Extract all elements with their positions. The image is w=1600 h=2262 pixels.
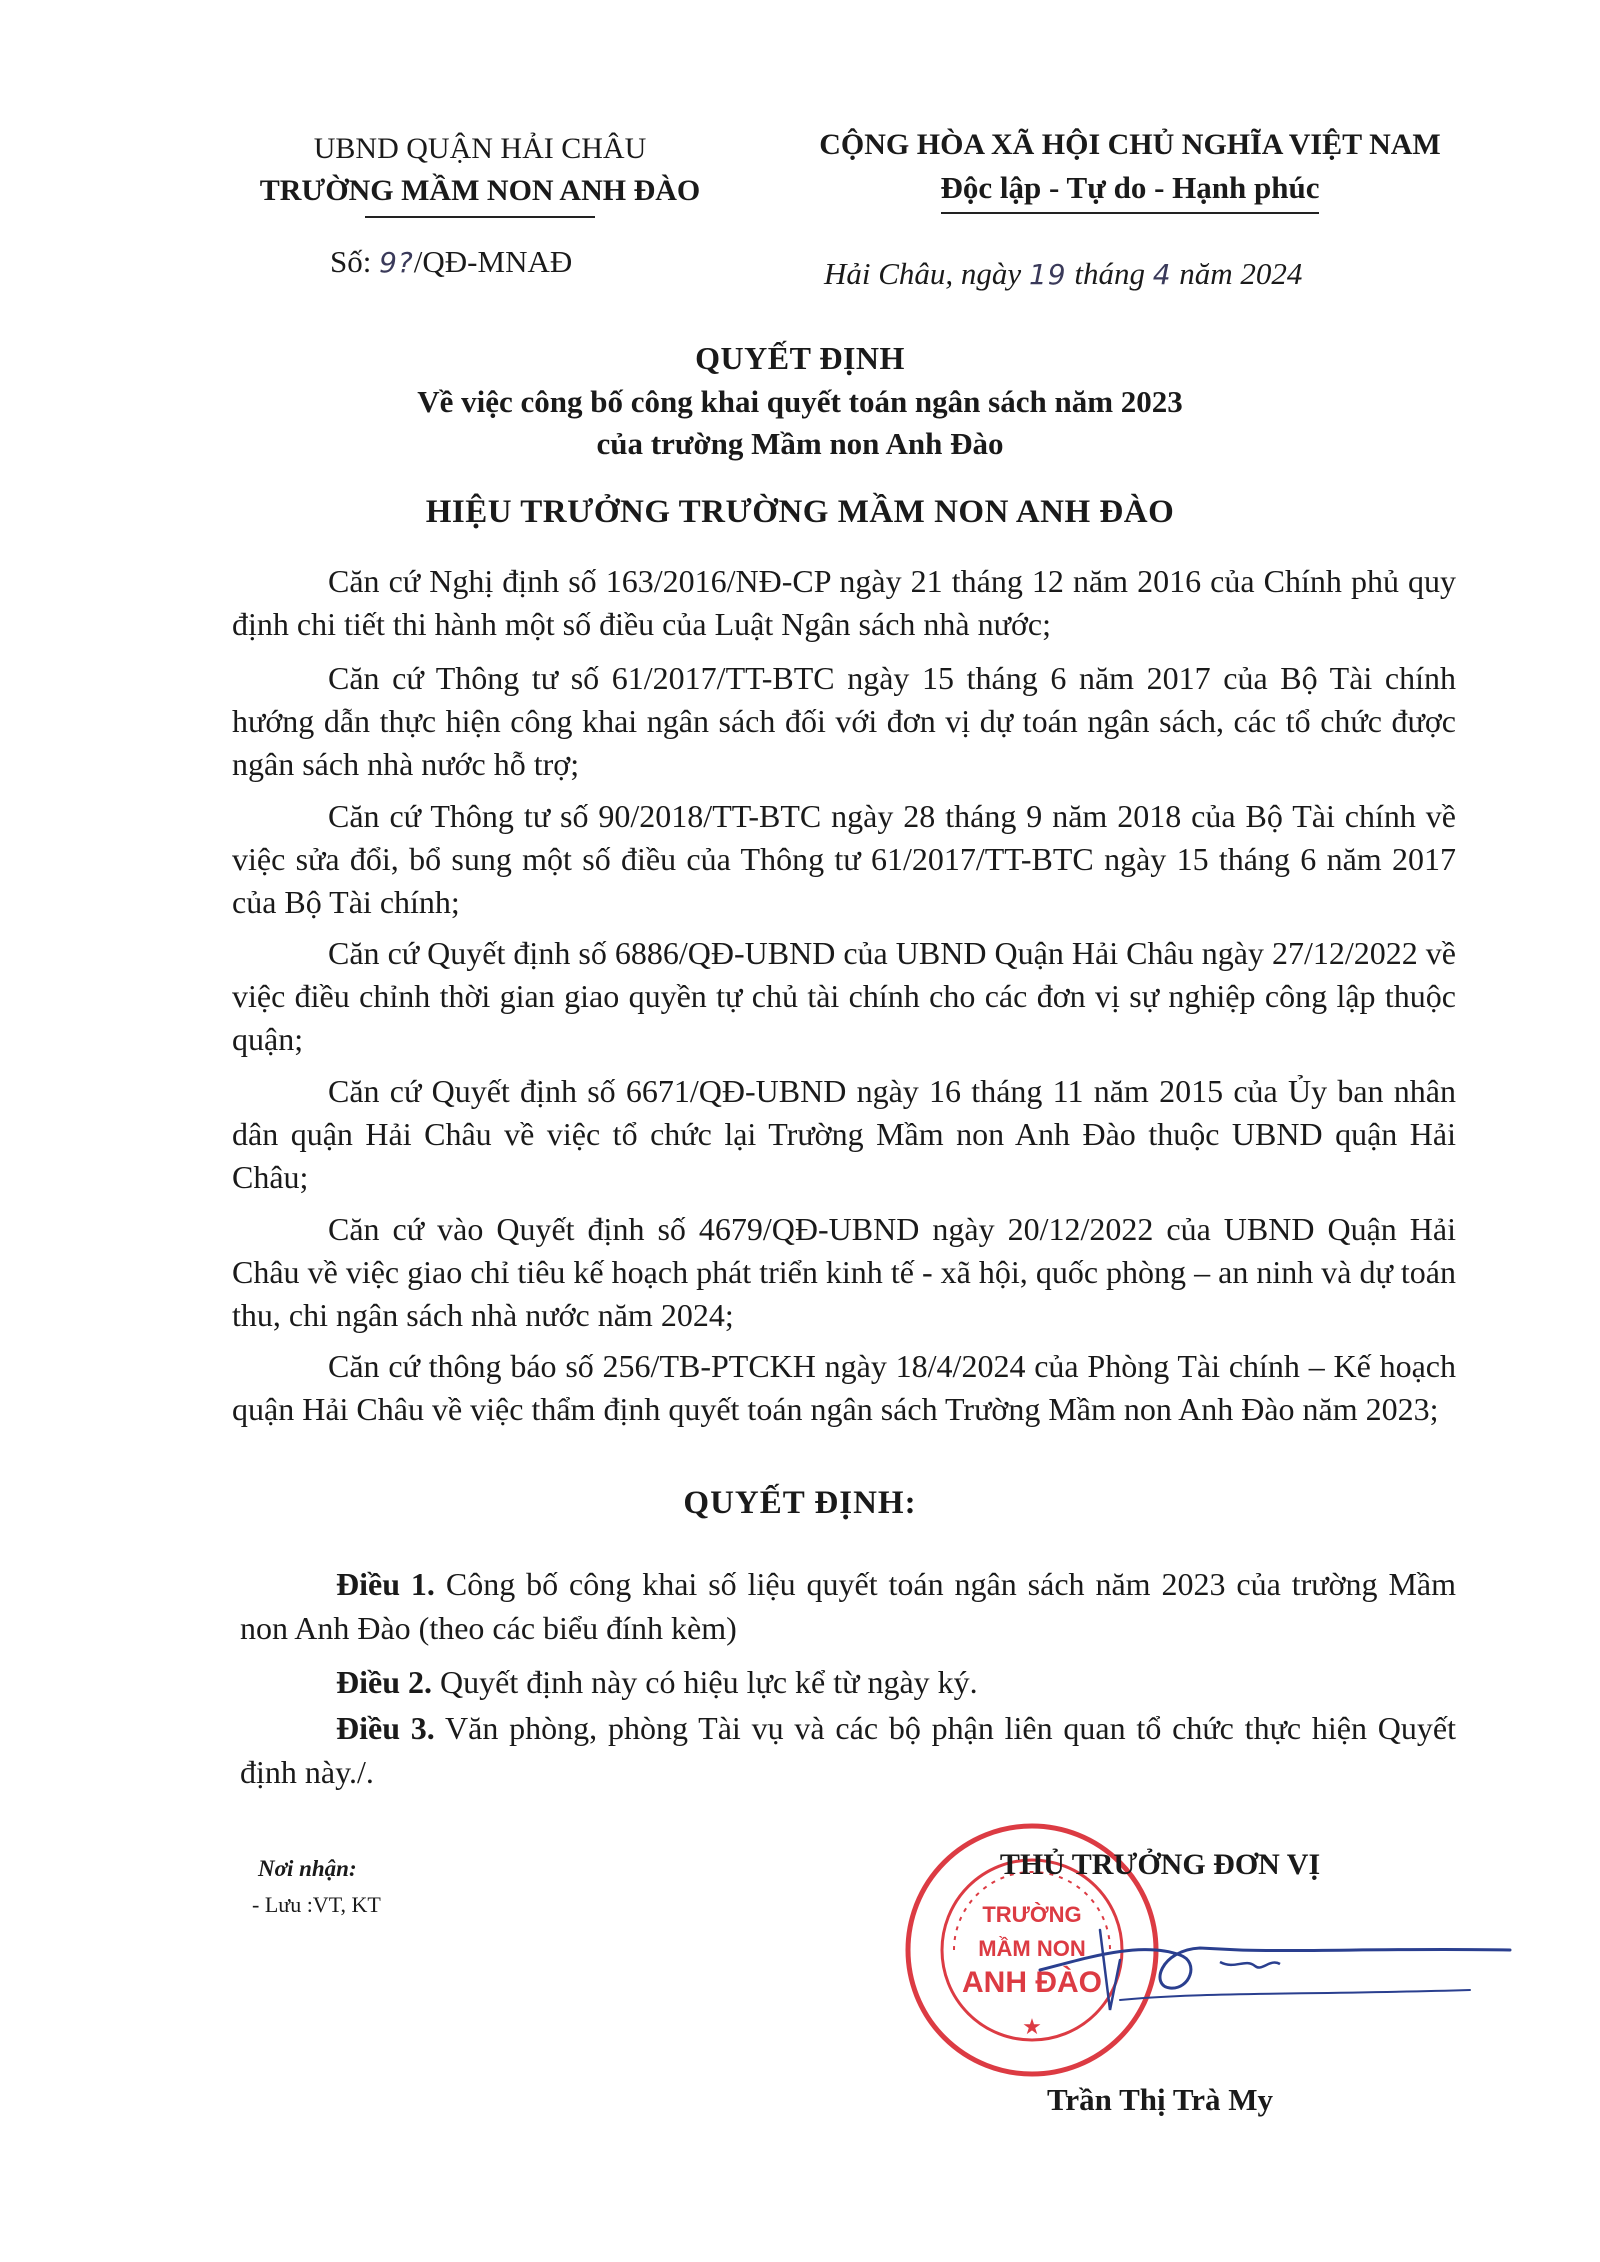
signer-name: Trần Thị Trà My [1047, 2082, 1273, 2117]
number-handwritten: 9? [379, 246, 414, 279]
agency-name: UBND QUẬN HẢI CHÂU [313, 132, 647, 165]
legal-ground-7: Căn cứ thông báo số 256/TB-PTCKH ngày 18/4/2024 của Phòng Tài chính – Kế hoạch quận Hải Châu về việc thẩm định quyết toán ngân sách Trường Mầm non Anh Đào năm 2023; [232, 1348, 1456, 1427]
document-type-title: QUYẾT ĐỊNH [695, 340, 905, 376]
recipients-title: Nơi nhận: [258, 1856, 357, 1881]
recipients-item: - Lưu :VT, KT [252, 1892, 381, 1917]
article-2-text: Quyết định này có hiệu lực kể từ ngày ký. [432, 1664, 978, 1700]
article-1-label: Điều 1. [336, 1566, 435, 1602]
date-year: năm 2024 [1171, 256, 1303, 291]
date-month: 4 [1152, 258, 1172, 291]
decides-heading: QUYẾT ĐỊNH: [683, 1485, 917, 1521]
legal-ground-2: Căn cứ Thông tư số 61/2017/TT-BTC ngày 15 tháng 6 năm 2017 của Bộ Tài chính hướng dẫn thực hiện công khai ngân sách đối với đơn vị dự toán ngân sách, các tổ chức được ngân sách nhà nước hỗ trợ; [232, 660, 1456, 782]
national-heading-block [760, 124, 1500, 214]
legal-ground-3: Căn cứ Thông tư số 90/2018/TT-BTC ngày 28 tháng 9 năm 2018 của Bộ Tài chính về việc sửa đổi, bổ sung một số điều của Thông tư 61/2017/TT-BTC ngày 15 tháng 6 năm 2017 của Bộ Tài chính; [232, 798, 1456, 920]
subject-line-2: của trường Mầm non Anh Đào [596, 426, 1004, 461]
article-3 [240, 1706, 1456, 1794]
legal-ground-4: Căn cứ Quyết định số 6886/QĐ-UBND của UBND Quận Hải Châu ngày 27/12/2022 về việc điều chỉnh thời gian giao quyền tự chủ tài chính cho các đơn vị sự nghiệp công lập thuộc quận; [232, 935, 1456, 1057]
date-line [824, 256, 1302, 292]
handwritten-signature [1000, 1900, 1520, 2030]
issuing-authority-title: HIỆU TRƯỞNG TRƯỜNG MẦM NON ANH ĐÀO [425, 494, 1175, 530]
seal-line-3: ANH ĐÀO [962, 1966, 1102, 1999]
document-number [330, 244, 572, 280]
national-motto: Độc lập - Tự do - Hạnh phúc [941, 166, 1320, 214]
seal-line-2: MẦM NON [978, 1936, 1086, 1961]
article-1 [240, 1562, 1456, 1650]
school-name: TRƯỜNG MẦM NON ANH ĐÀO [259, 174, 701, 207]
date-place: Hải Châu, ngày [824, 256, 1029, 291]
signatory-title: THỦ TRƯỞNG ĐƠN VỊ [999, 1848, 1321, 1881]
issuing-agency-block [230, 128, 730, 218]
republic-name: CỘNG HÒA XÃ HỘI CHỦ NGHĨA VIỆT NAM [819, 128, 1441, 161]
article-2 [240, 1660, 1456, 1704]
svg-text:★: ★ [1022, 2015, 1042, 2040]
legal-ground-1: Căn cứ Nghị định số 163/2016/NĐ-CP ngày 21 tháng 12 năm 2016 của Chính phủ quy định chi tiết thi hành một số điều của Luật Ngân sách nhà nước; [232, 563, 1456, 642]
date-day: 19 [1028, 258, 1067, 291]
date-month-word: tháng [1066, 256, 1153, 291]
article-3-text: Văn phòng, phòng Tài vụ và các bộ phận liên quan tổ chức thực hiện Quyết định này./. [240, 1710, 1457, 1790]
number-prefix: Số: [330, 244, 380, 279]
subject-line-1: Về việc công bố công khai quyết toán ngân sách năm 2023 [417, 384, 1183, 419]
article-3-label: Điều 3. [336, 1710, 435, 1746]
number-suffix: /QĐ-MNAĐ [413, 244, 573, 279]
article-2-label: Điều 2. [336, 1664, 432, 1700]
article-1-text: Công bố công khai số liệu quyết toán ngân sách năm 2023 của trường Mầm non Anh Đào (theo các biểu đính kèm) [240, 1566, 1457, 1646]
legal-ground-5: Căn cứ Quyết định số 6671/QĐ-UBND ngày 16 tháng 11 năm 2015 của Ủy ban nhân dân quận Hải Châu về việc tổ chức lại Trường Mầm non Anh Đào thuộc UBND quận Hải Châu; [232, 1073, 1456, 1195]
seal-line-1: TRƯỜNG [982, 1902, 1082, 1927]
legal-ground-6: Căn cứ vào Quyết định số 4679/QĐ-UBND ngày 20/12/2022 của UBND Quận Hải Châu về việc giao chỉ tiêu kế hoạch phát triển kinh tế - xã hội, quốc phòng – an ninh và dự toán thu, chi ngân sách nhà nước năm 2024; [232, 1211, 1456, 1333]
agency-underline [365, 216, 595, 218]
